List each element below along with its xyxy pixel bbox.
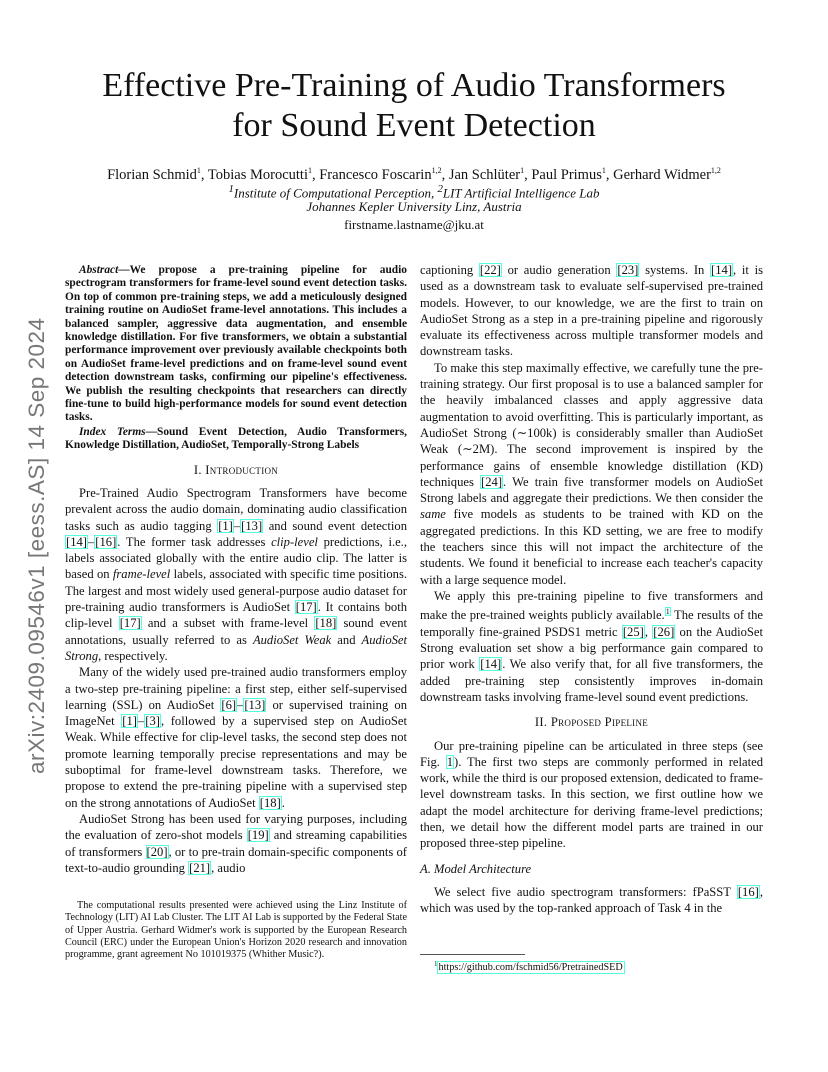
citation-link[interactable]: [23] [617, 263, 639, 277]
author-name: Gerhard Widmer [613, 166, 711, 183]
citation-link[interactable]: [16] [95, 534, 117, 549]
section-heading-introduction [65, 462, 407, 478]
citation-link[interactable]: [21] [189, 860, 211, 875]
model-arch-paragraph-1: We select five audio spectrogram transformers: fPaSST [16], which was used by the top-ranked approach of Task 4 in the [420, 884, 763, 916]
pipeline-paragraph-1: Our pre-training pipeline can be articulated in three steps (see Fig. 1). The first two steps are commonly performed in related work, while the third is our proposed extension, dedicated to frame-level downstream tasks. In this section, we first outline how we adapt the model architecture for deriving frame-level predictions; then, we detail how the different model parts are trained in our proposed three-step pipeline. [420, 738, 763, 851]
citation-link[interactable]: [3] [145, 714, 160, 729]
section-number: I. [193, 462, 206, 477]
citation-link[interactable]: [6] [221, 697, 237, 712]
citation-link[interactable]: [14] [480, 657, 502, 672]
section-title: Introduction [205, 462, 279, 477]
institution-2: LIT Artificial Intelligence Lab [442, 185, 600, 201]
citation-link[interactable]: [26] [653, 624, 675, 639]
intro-paragraph-2: Many of the widely used pre-trained audio transformers employ a two-step pre-training pipeline: a first step, either self-supervised learning (SSL) on AudioSet [6]–[13] or supervised training on ImageNet [1]–[3], followed by a supervised step on AudioSet Weak. While effective for clip-level tasks, the second step does not promote learning temporally precise representations and may be suboptimal for frame-level downstream tasks. Therefore, we propose to extend the pre-training pipeline with a supervised step on the strong annotations of AudioSet [18]. [65, 665, 407, 810]
index-terms-text: —Sound Event Detection, Audio Transformers, Knowledge Distillation, AudioSet, Temporally-Strong Labels [65, 425, 407, 452]
author-name: Jan Schlüter [448, 166, 521, 183]
affiliation-mark: 1 [228, 183, 234, 195]
index-terms-label: Index Terms [79, 425, 146, 438]
abstract-label: Abstract [79, 264, 119, 276]
citation-link[interactable]: [22] [479, 263, 501, 277]
title-line-2: for Sound Event Detection [232, 107, 596, 144]
intro-paragraph-5: To make this step maximally effective, we carefully tune the pre-training strategy. Our first proposal is to use a balanced sampler for the heavily imbalanced classes and apply aggressive data augmentation to avoid overfitting. This is particularly important, as AudioSet Strong (∼100k) is considerably smaller than AudioSet Weak (∼2M). The second improvement is inspired by the performance gains of ensemble knowledge distillation (KD) techniques [24]. We train five transformer models on AudioSet Strong labels and aggregate their predictions. We then consider the same five models as students to be trained with KD on the aggregated predictions. In this KD setting, we are free to modify the teachers since this will not impact the architecture of the students. We found it beneficial to increase each teacher's capacity with a large sequence model. [420, 360, 763, 587]
subsection-heading-model-architecture: A. Model Architecture [420, 861, 532, 876]
citation-link[interactable]: [14] [711, 263, 733, 277]
author-list: Florian Schmid$^1$, Tobias Morocutti$^1$, Francesco Foscarin$^{1,2}$, Jan Schlüter$^1$, Paul Primus$^1$, Gerhard Widmer$^{1,2}$ [107, 166, 721, 183]
right-column [420, 262, 763, 916]
intro-paragraph-4: captioning [22] or audio generation [23] systems. In [14], it is used as a downstream task to evaluate self-supervised pre-trained models. However, to our knowledge, we are the first to train on AudioSet Strong as a step in a pre-training pipeline and rigorously evaluate its effectiveness across multiple transformer models and downstream tasks. [420, 263, 764, 359]
section-heading-proposed-pipeline [420, 714, 763, 730]
index-terms [65, 426, 407, 453]
citation-link[interactable]: [18] [315, 616, 337, 631]
citation-link[interactable]: [17] [119, 616, 141, 631]
intro-paragraph-1: Pre-Trained Audio Spectrogram Transformers have become prevalent across the audio domain, dominating audio classification tasks such as audio tagging [1]–[13] and sound event detection [14]–[16]. The former task addresses clip-level predictions, i.e., labels associated globally with the entire audio clip. The latter is based on frame-level labels, associated with specific time positions. The largest and most widely used general-purpose audio dataset for pre-training audio transformers is AudioSet [17]. It contains both clip-level [17] and a subset with frame-level [18] sound event annotations, usually referred to as AudioSet Weak and AudioSet Strong, respectively. [65, 485, 407, 663]
citation-link[interactable]: [20] [146, 844, 168, 859]
citation-link[interactable]: [16] [737, 884, 759, 899]
author-affiliation-mark: 1 [307, 166, 312, 175]
author-affiliation-mark: 1 [520, 166, 525, 175]
intro-paragraph-3: AudioSet Strong has been used for varying purposes, including the evaluation of zero-shot models [19] and streaming capabilities of transformers [20], or to pre-train domain-specific components of text-to-audio grounding [21], audio [65, 811, 408, 875]
author-affiliation-mark: 1 [196, 166, 201, 175]
citation-link[interactable]: [17] [295, 600, 317, 615]
citation-link[interactable]: [14] [66, 534, 87, 549]
author-name: Francesco Foscarin [319, 166, 432, 183]
affiliation-line-2: Johannes Kepler University Linz, Austria [306, 199, 522, 214]
left-column [65, 264, 407, 876]
abstract [65, 264, 407, 425]
citation-link[interactable]: [19] [247, 828, 269, 843]
section-title: Proposed Pipeline [550, 715, 649, 730]
citation-link[interactable]: [13] [244, 697, 266, 712]
paper-title [60, 66, 768, 146]
section-number: II. [534, 715, 551, 730]
citation-link[interactable]: [18] [259, 795, 281, 810]
author-name: Florian Schmid [107, 166, 197, 183]
intro-paragraph-6: We apply this pre-training pipeline to five transformers and make the pre-trained weights publicly available.$^1$ The results of the temporally fine-grained PSDS1 metric [25], [26] on the AudioSet Strong evaluation set show a big performance gain compared to prior work [14]. We also verify that, for all five transformers, the added pre-training step consistently improves in-domain downstream tasks involving frame-level sound event predictions. [420, 588, 764, 704]
footnote-marker[interactable]: 1 [665, 607, 670, 617]
author-name: Paul Primus [531, 166, 602, 183]
abstract-text: —We propose a pre-training pipeline for audio spectrogram transformers for frame-level sound event detection tasks. On top of common pre-training steps, we add a meticulously designed training routine on AudioSet frame-level annotations. This includes a balanced sampler, aggressive data augmentation, and ensemble knowledge distillation. For five transformers, we obtain a substantial performance improvement over previously available checkpoints both on AudioSet frame-level predictions and on frame-level sound event detection downstream tasks, confirming our pipeline's effectiveness. We publish the resulting checkpoints that researchers can directly fine-tune to build high-performance models for sound event detection tasks. [65, 264, 407, 424]
footnote-divider [420, 954, 525, 955]
author-affiliation-mark: 1,2 [431, 166, 442, 175]
author-affiliation-mark: 1,2 [710, 166, 721, 175]
title-line-1: Effective Pre-Training of Audio Transformers [102, 67, 726, 104]
citation-link[interactable]: [13] [241, 518, 263, 533]
author-email: firstname.lastname@jku.at [344, 217, 484, 232]
footnote-number: 1 [434, 960, 438, 968]
author-name: Tobias Morocutti [207, 166, 308, 183]
citation-link[interactable]: [25] [622, 624, 644, 639]
arxiv-stamp: arXiv:2409.09546v1 [eess.AS] 14 Sep 2024 [24, 317, 49, 774]
author-affiliation-mark: 1 [601, 166, 606, 175]
citation-link[interactable]: [1] [122, 714, 137, 729]
affiliation-mark: 2 [437, 183, 443, 195]
citation-link[interactable]: [1] [218, 518, 233, 533]
institution-1: Institute of Computational Perception, [233, 185, 438, 201]
funding-footnote: The computational results presented were achieved using the Linz Institute of Technology (LIT) AI Lab Cluster. The LIT AI Lab is supported by the Federal State of Upper Austria. Gerhard Widmer's work is supported by the European Research Council (ERC) under the European Union's Horizon 2020 research and innovation programme, grant agreement No 101019375 (Whither Music?). [65, 900, 407, 961]
code-footnote [434, 958, 624, 974]
figure-link[interactable]: 1 [446, 754, 454, 769]
citation-link[interactable]: [24] [481, 474, 503, 489]
github-link[interactable]: https://github.com/fschmid56/PretrainedSED [438, 962, 623, 974]
